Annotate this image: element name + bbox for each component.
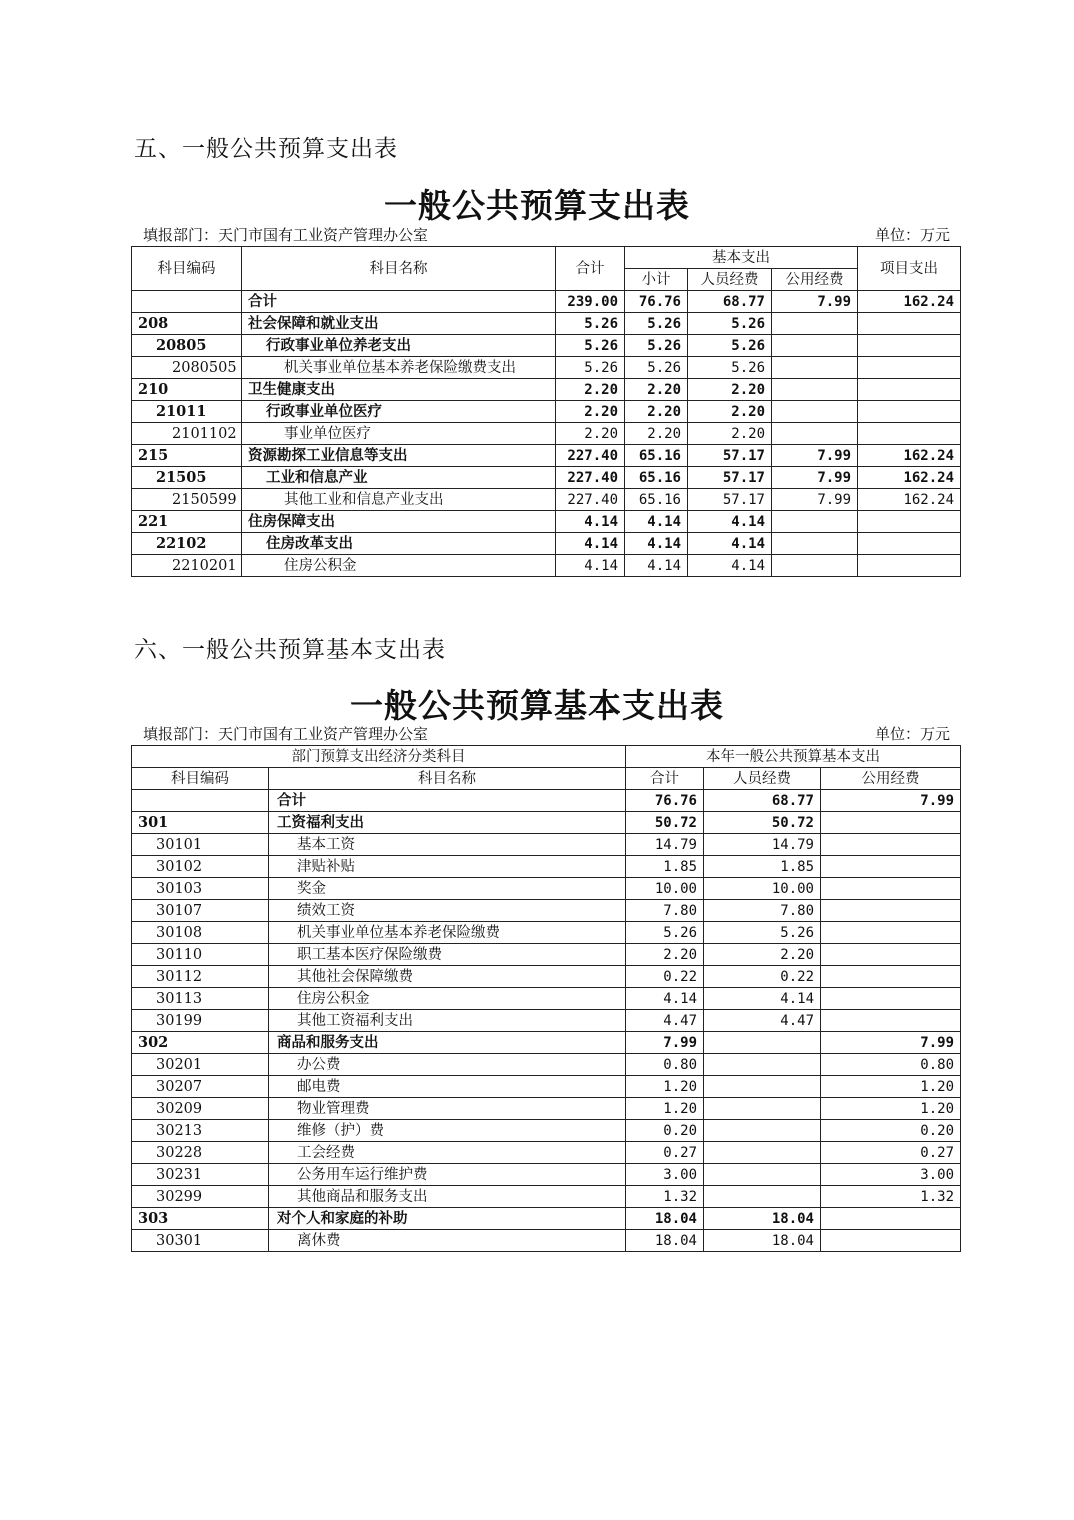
cell-public: 7.99 xyxy=(821,1032,961,1054)
cell-name: 资源勘探工业信息等支出 xyxy=(242,445,556,467)
cell-public xyxy=(772,533,858,555)
section6-meta xyxy=(143,723,950,744)
header-group-left: 部门预算支出经济分类科目 xyxy=(132,746,626,768)
cell-public: 1.32 xyxy=(821,1186,961,1208)
table-row xyxy=(132,856,961,878)
header-code: 科目编码 xyxy=(132,247,242,291)
table-row xyxy=(132,313,961,335)
cell-public xyxy=(772,357,858,379)
cell-personnel: 5.26 xyxy=(704,922,821,944)
cell-total: 227.40 xyxy=(556,467,625,489)
cell-public: 7.99 xyxy=(772,445,858,467)
section5-heading: 五、一般公共预算支出表 xyxy=(134,136,398,162)
cell-personnel: 5.26 xyxy=(688,335,772,357)
cell-public: 1.20 xyxy=(821,1076,961,1098)
cell-total: 1.32 xyxy=(626,1186,704,1208)
cell-public xyxy=(821,812,961,834)
cell-personnel: 2.20 xyxy=(688,401,772,423)
cell-public xyxy=(821,856,961,878)
header-code: 科目编码 xyxy=(132,768,269,790)
table-row xyxy=(132,1164,961,1186)
cell-total: 239.00 xyxy=(556,291,625,313)
cell-total: 5.26 xyxy=(556,335,625,357)
cell-code: 30299 xyxy=(132,1186,269,1208)
cell-total: 18.04 xyxy=(626,1230,704,1252)
cell-personnel: 57.17 xyxy=(688,445,772,467)
cell-subtotal: 65.16 xyxy=(625,445,688,467)
cell-project xyxy=(858,379,961,401)
cell-personnel: 10.00 xyxy=(704,878,821,900)
cell-code: 30113 xyxy=(132,988,269,1010)
cell-name: 商品和服务支出 xyxy=(269,1032,626,1054)
cell-name: 其他工资福利支出 xyxy=(269,1010,626,1032)
cell-project xyxy=(858,533,961,555)
cell-code: 303 xyxy=(132,1208,269,1230)
cell-personnel: 4.47 xyxy=(704,1010,821,1032)
cell-subtotal: 2.20 xyxy=(625,379,688,401)
table-row xyxy=(132,966,961,988)
cell-name: 行政事业单位医疗 xyxy=(242,401,556,423)
cell-public xyxy=(821,834,961,856)
cell-name: 工资福利支出 xyxy=(269,812,626,834)
cell-total: 227.40 xyxy=(556,445,625,467)
section5-meta xyxy=(143,224,950,245)
table-row xyxy=(132,423,961,445)
cell-code: 30107 xyxy=(132,900,269,922)
section5-unit: 单位：万元 xyxy=(874,226,950,244)
cell-code: 30231 xyxy=(132,1164,269,1186)
table-row xyxy=(132,1120,961,1142)
cell-personnel: 57.17 xyxy=(688,489,772,511)
cell-personnel xyxy=(704,1120,821,1142)
cell-code: 30301 xyxy=(132,1230,269,1252)
cell-project xyxy=(858,401,961,423)
cell-public: 0.20 xyxy=(821,1120,961,1142)
cell-name: 住房保障支出 xyxy=(242,511,556,533)
cell-code: 2210201 xyxy=(132,555,242,577)
cell-name: 维修（护）费 xyxy=(269,1120,626,1142)
cell-project: 162.24 xyxy=(858,467,961,489)
cell-name: 绩效工资 xyxy=(269,900,626,922)
cell-name: 工会经费 xyxy=(269,1142,626,1164)
cell-subtotal: 65.16 xyxy=(625,467,688,489)
section5-title: 一般公共预算支出表 xyxy=(384,186,690,225)
cell-code: 221 xyxy=(132,511,242,533)
cell-personnel: 5.26 xyxy=(688,313,772,335)
header-total: 合计 xyxy=(626,768,704,790)
table-row xyxy=(132,489,961,511)
table-row xyxy=(132,467,961,489)
header-public: 公用经费 xyxy=(772,269,858,291)
cell-total: 4.14 xyxy=(556,533,625,555)
cell-personnel: 1.85 xyxy=(704,856,821,878)
cell-personnel xyxy=(704,1164,821,1186)
cell-name: 其他社会保障缴费 xyxy=(269,966,626,988)
cell-subtotal: 65.16 xyxy=(625,489,688,511)
cell-code xyxy=(132,790,269,812)
cell-project xyxy=(858,423,961,445)
cell-personnel xyxy=(704,1076,821,1098)
section6-heading: 六、一般公共预算基本支出表 xyxy=(134,637,446,663)
section6-unit: 单位：万元 xyxy=(874,725,950,743)
cell-name: 工业和信息产业 xyxy=(242,467,556,489)
cell-name: 合计 xyxy=(242,291,556,313)
cell-total: 2.20 xyxy=(556,423,625,445)
table-row xyxy=(132,790,961,812)
header-public: 公用经费 xyxy=(821,768,961,790)
cell-personnel: 4.14 xyxy=(688,511,772,533)
cell-total: 3.00 xyxy=(626,1164,704,1186)
table-row xyxy=(132,878,961,900)
cell-personnel xyxy=(704,1098,821,1120)
cell-total: 7.80 xyxy=(626,900,704,922)
table-row xyxy=(132,944,961,966)
table-row xyxy=(132,1010,961,1032)
cell-personnel xyxy=(704,1054,821,1076)
cell-total: 1.20 xyxy=(626,1076,704,1098)
cell-code: 21505 xyxy=(132,467,242,489)
cell-total: 2.20 xyxy=(556,379,625,401)
cell-name: 邮电费 xyxy=(269,1076,626,1098)
cell-subtotal: 4.14 xyxy=(625,555,688,577)
cell-code: 210 xyxy=(132,379,242,401)
cell-personnel: 18.04 xyxy=(704,1230,821,1252)
table-row xyxy=(132,1230,961,1252)
cell-code: 30110 xyxy=(132,944,269,966)
cell-total: 5.26 xyxy=(556,313,625,335)
table-row xyxy=(132,379,961,401)
section5-dept: 填报部门：天门市国有工业资产管理办公室 xyxy=(143,226,429,244)
cell-public xyxy=(772,313,858,335)
cell-personnel: 50.72 xyxy=(704,812,821,834)
cell-public: 7.99 xyxy=(821,790,961,812)
cell-public: 0.27 xyxy=(821,1142,961,1164)
cell-code: 30209 xyxy=(132,1098,269,1120)
cell-name: 办公费 xyxy=(269,1054,626,1076)
cell-public xyxy=(772,335,858,357)
cell-total: 2.20 xyxy=(556,401,625,423)
cell-code: 30101 xyxy=(132,834,269,856)
cell-public xyxy=(821,922,961,944)
cell-name: 卫生健康支出 xyxy=(242,379,556,401)
cell-project xyxy=(858,335,961,357)
cell-project xyxy=(858,555,961,577)
cell-total: 14.79 xyxy=(626,834,704,856)
cell-name: 机关事业单位基本养老保险缴费 xyxy=(269,922,626,944)
cell-public: 7.99 xyxy=(772,467,858,489)
cell-public xyxy=(821,966,961,988)
header-basic: 基本支出 xyxy=(625,247,858,269)
cell-code: 22102 xyxy=(132,533,242,555)
cell-name: 住房公积金 xyxy=(269,988,626,1010)
table-row xyxy=(132,401,961,423)
cell-personnel: 4.14 xyxy=(704,988,821,1010)
cell-personnel: 2.20 xyxy=(704,944,821,966)
cell-public: 7.99 xyxy=(772,291,858,313)
table-row xyxy=(132,834,961,856)
cell-code: 302 xyxy=(132,1032,269,1054)
cell-public xyxy=(821,900,961,922)
cell-personnel: 4.14 xyxy=(688,555,772,577)
cell-subtotal: 76.76 xyxy=(625,291,688,313)
cell-total: 0.27 xyxy=(626,1142,704,1164)
cell-total: 0.22 xyxy=(626,966,704,988)
cell-code: 30207 xyxy=(132,1076,269,1098)
budget-expenditure-table xyxy=(131,246,961,577)
cell-total: 76.76 xyxy=(626,790,704,812)
cell-personnel: 5.26 xyxy=(688,357,772,379)
cell-total: 4.14 xyxy=(626,988,704,1010)
cell-total: 4.14 xyxy=(556,511,625,533)
cell-personnel: 68.77 xyxy=(688,291,772,313)
cell-subtotal: 2.20 xyxy=(625,401,688,423)
cell-name: 物业管理费 xyxy=(269,1098,626,1120)
cell-code: 30213 xyxy=(132,1120,269,1142)
cell-total: 18.04 xyxy=(626,1208,704,1230)
basic-expenditure-table xyxy=(131,745,961,1252)
cell-project xyxy=(858,357,961,379)
cell-public xyxy=(772,401,858,423)
cell-code: 208 xyxy=(132,313,242,335)
cell-public xyxy=(772,423,858,445)
table-row xyxy=(132,533,961,555)
cell-personnel: 18.04 xyxy=(704,1208,821,1230)
cell-project xyxy=(858,511,961,533)
cell-code: 2150599 xyxy=(132,489,242,511)
header-project: 项目支出 xyxy=(858,247,961,291)
cell-total: 227.40 xyxy=(556,489,625,511)
cell-name: 社会保障和就业支出 xyxy=(242,313,556,335)
cell-subtotal: 5.26 xyxy=(625,313,688,335)
cell-public: 3.00 xyxy=(821,1164,961,1186)
table-row xyxy=(132,357,961,379)
header-name: 科目名称 xyxy=(242,247,556,291)
table-row xyxy=(132,1186,961,1208)
table-row xyxy=(132,445,961,467)
header-personnel: 人员经费 xyxy=(704,768,821,790)
cell-project xyxy=(858,313,961,335)
header-total: 合计 xyxy=(556,247,625,291)
table-row xyxy=(132,511,961,533)
cell-code: 30199 xyxy=(132,1010,269,1032)
cell-code: 21011 xyxy=(132,401,242,423)
cell-personnel: 14.79 xyxy=(704,834,821,856)
cell-name: 其他工业和信息产业支出 xyxy=(242,489,556,511)
section6-dept: 填报部门：天门市国有工业资产管理办公室 xyxy=(143,725,429,743)
table-row xyxy=(132,1032,961,1054)
section6-title: 一般公共预算基本支出表 xyxy=(350,686,724,725)
table-row xyxy=(132,988,961,1010)
cell-name: 职工基本医疗保险缴费 xyxy=(269,944,626,966)
cell-code: 20805 xyxy=(132,335,242,357)
header-name: 科目名称 xyxy=(269,768,626,790)
cell-name: 津贴补贴 xyxy=(269,856,626,878)
cell-name: 住房改革支出 xyxy=(242,533,556,555)
cell-project: 162.24 xyxy=(858,291,961,313)
cell-total: 4.14 xyxy=(556,555,625,577)
cell-code: 30201 xyxy=(132,1054,269,1076)
cell-personnel: 2.20 xyxy=(688,423,772,445)
table-row xyxy=(132,555,961,577)
cell-public xyxy=(821,1208,961,1230)
cell-name: 事业单位医疗 xyxy=(242,423,556,445)
cell-code: 301 xyxy=(132,812,269,834)
cell-total: 7.99 xyxy=(626,1032,704,1054)
cell-name: 公务用车运行维护费 xyxy=(269,1164,626,1186)
cell-personnel: 57.17 xyxy=(688,467,772,489)
cell-project: 162.24 xyxy=(858,445,961,467)
cell-total: 10.00 xyxy=(626,878,704,900)
cell-code: 30103 xyxy=(132,878,269,900)
cell-total: 1.20 xyxy=(626,1098,704,1120)
cell-name: 对个人和家庭的补助 xyxy=(269,1208,626,1230)
cell-name: 住房公积金 xyxy=(242,555,556,577)
header-subtotal: 小计 xyxy=(625,269,688,291)
cell-personnel: 7.80 xyxy=(704,900,821,922)
cell-personnel: 0.22 xyxy=(704,966,821,988)
cell-code: 30108 xyxy=(132,922,269,944)
cell-personnel: 4.14 xyxy=(688,533,772,555)
cell-code: 215 xyxy=(132,445,242,467)
cell-personnel xyxy=(704,1142,821,1164)
cell-code: 30112 xyxy=(132,966,269,988)
cell-personnel: 2.20 xyxy=(688,379,772,401)
table-row xyxy=(132,922,961,944)
cell-public xyxy=(821,944,961,966)
cell-total: 50.72 xyxy=(626,812,704,834)
cell-public xyxy=(821,1230,961,1252)
table-row xyxy=(132,291,961,313)
cell-name: 其他商品和服务支出 xyxy=(269,1186,626,1208)
cell-total: 4.47 xyxy=(626,1010,704,1032)
cell-personnel: 68.77 xyxy=(704,790,821,812)
table-row xyxy=(132,900,961,922)
cell-code: 30102 xyxy=(132,856,269,878)
cell-public xyxy=(821,1010,961,1032)
cell-total: 0.20 xyxy=(626,1120,704,1142)
cell-name: 奖金 xyxy=(269,878,626,900)
cell-subtotal: 2.20 xyxy=(625,423,688,445)
table-row xyxy=(132,1098,961,1120)
table-row xyxy=(132,812,961,834)
cell-public: 0.80 xyxy=(821,1054,961,1076)
cell-code: 30228 xyxy=(132,1142,269,1164)
cell-code: 2080505 xyxy=(132,357,242,379)
cell-public xyxy=(772,511,858,533)
cell-name: 行政事业单位养老支出 xyxy=(242,335,556,357)
cell-personnel xyxy=(704,1186,821,1208)
cell-personnel xyxy=(704,1032,821,1054)
cell-subtotal: 4.14 xyxy=(625,533,688,555)
cell-total: 1.85 xyxy=(626,856,704,878)
cell-name: 合计 xyxy=(269,790,626,812)
cell-public xyxy=(772,555,858,577)
cell-total: 5.26 xyxy=(556,357,625,379)
table-row xyxy=(132,1142,961,1164)
header-group-right: 本年一般公共预算基本支出 xyxy=(626,746,961,768)
cell-name: 离休费 xyxy=(269,1230,626,1252)
cell-public: 7.99 xyxy=(772,489,858,511)
table-row xyxy=(132,1076,961,1098)
header-personnel: 人员经费 xyxy=(688,269,772,291)
cell-code: 2101102 xyxy=(132,423,242,445)
cell-name: 机关事业单位基本养老保险缴费支出 xyxy=(242,357,556,379)
table-row xyxy=(132,1208,961,1230)
table-row xyxy=(132,1054,961,1076)
table-row xyxy=(132,335,961,357)
cell-public xyxy=(821,988,961,1010)
cell-public xyxy=(821,878,961,900)
cell-subtotal: 4.14 xyxy=(625,511,688,533)
cell-code xyxy=(132,291,242,313)
cell-total: 0.80 xyxy=(626,1054,704,1076)
cell-name: 基本工资 xyxy=(269,834,626,856)
cell-total: 2.20 xyxy=(626,944,704,966)
cell-public xyxy=(772,379,858,401)
cell-subtotal: 5.26 xyxy=(625,357,688,379)
cell-project: 162.24 xyxy=(858,489,961,511)
cell-total: 5.26 xyxy=(626,922,704,944)
cell-public: 1.20 xyxy=(821,1098,961,1120)
cell-subtotal: 5.26 xyxy=(625,335,688,357)
